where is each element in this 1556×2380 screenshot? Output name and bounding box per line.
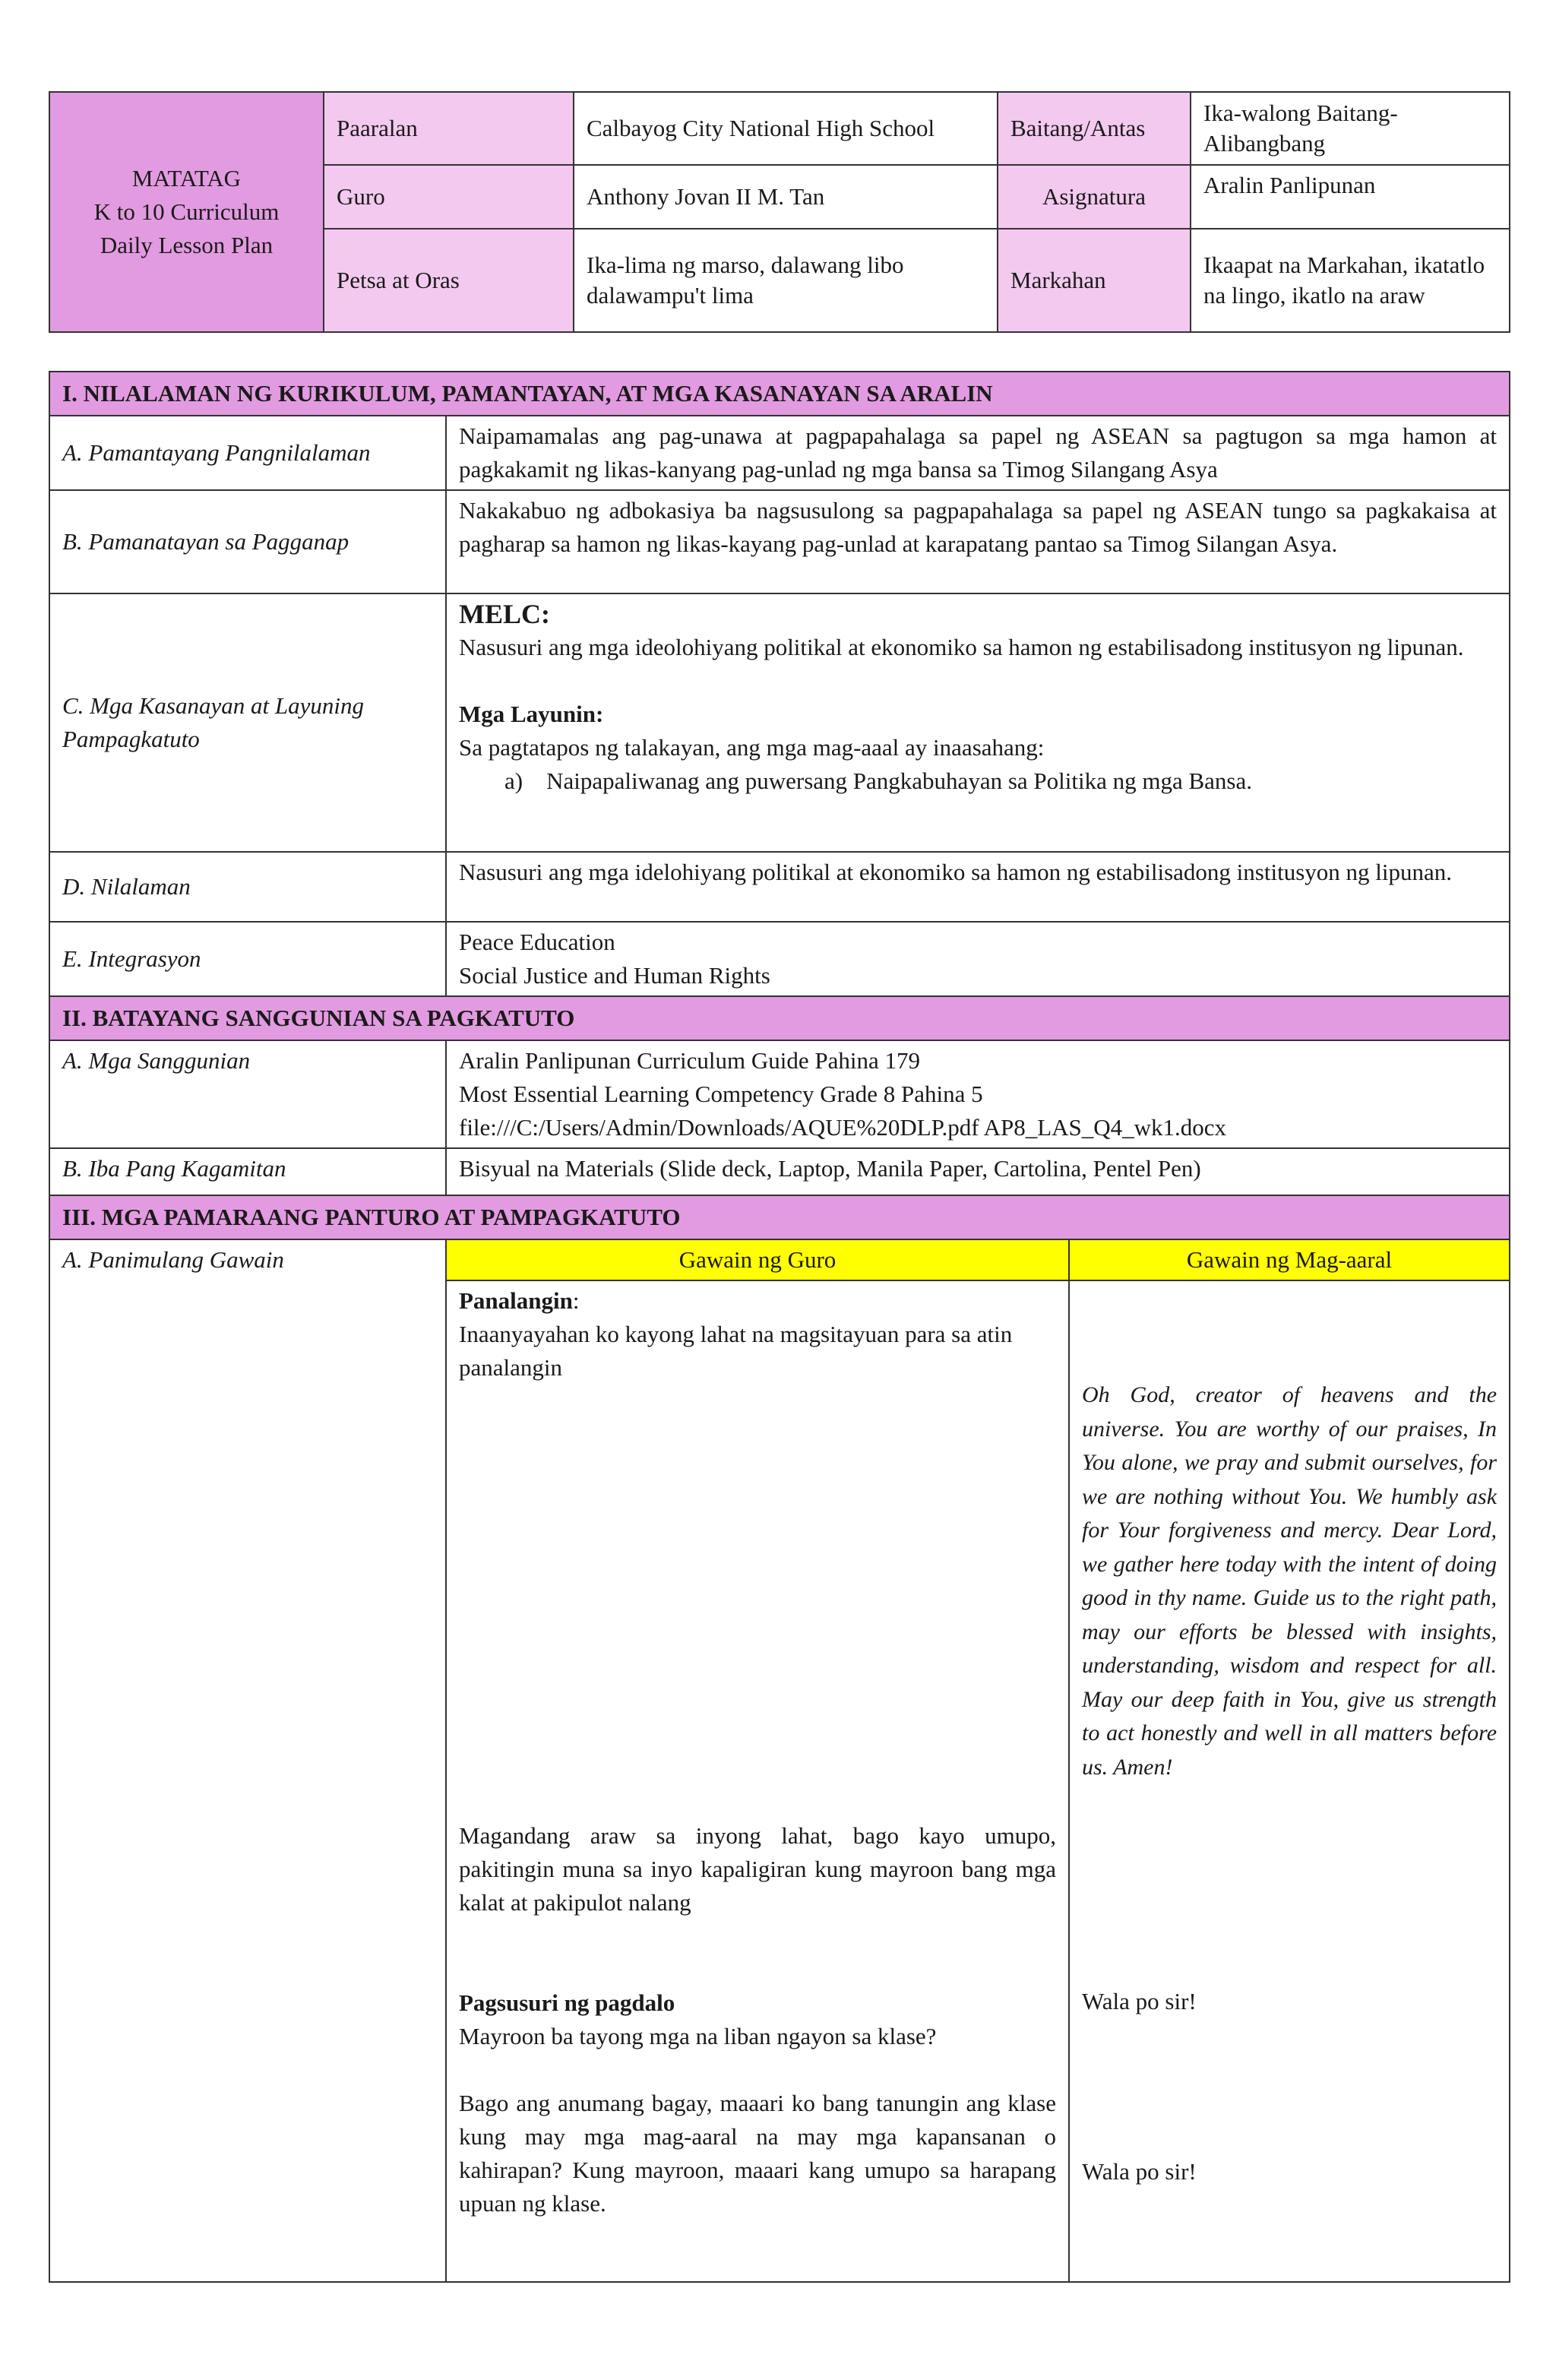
student-activities xyxy=(1069,1280,1510,2282)
grade-value: Ika-walong Baitang- Alibangbang xyxy=(1191,92,1510,165)
melc-text: Nasusuri ang mga ideolohiyang politikal at ekonomiko sa hamon ng estabilisadong institusyon ng lipunan. xyxy=(459,634,1464,660)
prayer-title: Panalangin xyxy=(459,1287,573,1314)
subject-label: Asignatura xyxy=(998,165,1191,229)
integration-line-1: Peace Education xyxy=(459,929,615,955)
brand-line-2: K to 10 Curriculum xyxy=(93,198,280,225)
date-value: Ika-lima ng marso, dalawang libo dalawampu't lima xyxy=(574,229,998,332)
intro-activity-label: A. Panimulang Gawain xyxy=(49,1239,446,2282)
prayer-title-colon: : xyxy=(572,1287,580,1314)
objectives-title: Mga Layunin: xyxy=(459,701,604,727)
content-text: Nasusuri ang mga idelohiyang politikal at ekonomiko sa hamon ng estabilisadong institusyon ng lipunan. xyxy=(446,852,1510,922)
materials-text: Bisyual na Materials (Slide deck, Laptop, Manila Paper, Cartolina, Pentel Pen) xyxy=(446,1148,1510,1195)
competencies-content xyxy=(446,593,1510,852)
references-label: A. Mga Sanggunian xyxy=(49,1040,446,1148)
attendance-question: Mayroon ba tayong mga na liban ngayon sa klase? xyxy=(459,2023,937,2049)
reference-line-3: file:///C:/Users/Admin/Downloads/AQUE%20DLP.pdf AP8_LAS_Q4_wk1.docx xyxy=(459,1114,1227,1141)
references-content xyxy=(446,1040,1510,1148)
lesson-plan-page xyxy=(49,91,1509,2283)
objective-item: a) Naipapaliwanag ang puwersang Pangkabuhayan sa Politika ng mga Bansa. xyxy=(504,767,1252,794)
quarter-label: Markahan xyxy=(998,229,1191,332)
materials-label: B. Iba Pang Kagamitan xyxy=(49,1148,446,1195)
brand-line-1: MATATAG xyxy=(131,165,242,191)
section-3-title: III. MGA PAMARAANG PANTURO AT PAMPAGKATUTO xyxy=(49,1195,1510,1239)
student-prayer: Oh God, creator of heavens and the universe. You are worthy of our praises, In You alone, we pray and submit ourselves, for we are nothing without You. We humbly ask for Your forgiveness and mercy. Dear Lord, we gather here today with the intent of doing good in thy name. Guide us to the right path, may our efforts be blessed with insights, understanding, wisdom and respect for all. May our deep faith in You, give us strength to act honestly and well in all matters before us. Amen! xyxy=(1082,1382,1497,1780)
objectives-intro: Sa pagtatapos ng talakayan, ang mga mag-aaal ay inaasahang: xyxy=(459,734,1045,761)
prayer-heading xyxy=(459,1284,1056,1318)
school-value: Calbayog City National High School xyxy=(574,92,998,165)
melc-title: MELC: xyxy=(459,599,550,629)
performance-standard-text: Nakakabuo ng adbokasiya ba nagsusulong sa pagpapahalaga sa papel ng ASEAN tungo sa pagkakaisa at pagharap sa hamon ng likas-kayang pag-unlad at karapatang pantao sa Timog Silangan Asya. xyxy=(446,490,1510,593)
content-label: D. Nilalaman xyxy=(49,852,446,922)
disability-question: Bago ang anumang bagay, maaari ko bang tanungin ang klase kung may mga mag-aaral na may mga kapansanan o kahirapan? Kung mayroon, maaari kang umupo sa harapang upuan ng klase. xyxy=(459,2090,1056,2217)
reference-line-1: Aralin Panlipunan Curriculum Guide Pahina 179 xyxy=(459,1047,920,1074)
date-label: Petsa at Oras xyxy=(324,229,574,332)
header-table xyxy=(49,91,1510,333)
integration-line-2: Social Justice and Human Rights xyxy=(459,962,770,989)
competencies-label: C. Mga Kasanayan at Layuning Pampagkatuto xyxy=(49,593,446,852)
performance-standard-label: B. Pamanatayan sa Pagganap xyxy=(49,490,446,593)
section-2-title: II. BATAYANG SANGGUNIAN SA PAGKATUTO xyxy=(49,996,1510,1040)
content-standard-text: Naipamamalas ang pag-unawa at pagpapahalaga sa papel ng ASEAN sa pagtugon sa mga hamon at pagkakamit ng likas-kanyang pag-unlad ng mga bansa sa Timog Silangang Asya xyxy=(446,416,1510,490)
integration-label: E. Integrasyon xyxy=(49,922,446,996)
section-1-title: I. NILALAMAN NG KURIKULUM, PAMANTAYAN, AT MGA KASANAYAN SA ARALIN xyxy=(49,372,1510,416)
attendance-title: Pagsusuri ng pagdalo xyxy=(459,1989,675,2016)
teacher-label: Guro xyxy=(324,165,574,229)
integration-content xyxy=(446,922,1510,996)
grade-label: Baitang/Antas xyxy=(998,92,1191,165)
teacher-column-header: Gawain ng Guro xyxy=(446,1239,1069,1280)
greeting-text: Magandang araw sa inyong lahat, bago kayo umupo, pakitingin muna sa inyo kapaligiran kung mayroon bang mga kalat at pakipulot nalang xyxy=(459,1822,1056,1916)
student-column-header: Gawain ng Mag-aaral xyxy=(1069,1239,1510,1280)
attendance-answer: Wala po sir! xyxy=(1082,1988,1197,2014)
teacher-value: Anthony Jovan II M. Tan xyxy=(574,165,998,229)
content-standard-label: A. Pamantayang Pangnilalaman xyxy=(49,416,446,490)
quarter-value: Ikaapat na Markahan, ikatatlo na lingo, ikatlo na araw xyxy=(1191,229,1510,332)
curriculum-brand xyxy=(49,92,324,332)
brand-line-3: Daily Lesson Plan xyxy=(100,232,274,258)
reference-line-2: Most Essential Learning Competency Grade 8 Pahina 5 xyxy=(459,1081,983,1107)
disability-answer: Wala po sir! xyxy=(1082,2158,1197,2185)
teacher-activities xyxy=(446,1280,1069,2282)
subject-value: Aralin Panlipunan xyxy=(1191,165,1510,229)
prayer-invitation: Inaanyayahan ko kayong lahat na magsitayuan para sa atin panalangin xyxy=(459,1321,1013,1381)
school-label: Paaralan xyxy=(324,92,574,165)
lesson-table xyxy=(49,371,1510,2283)
